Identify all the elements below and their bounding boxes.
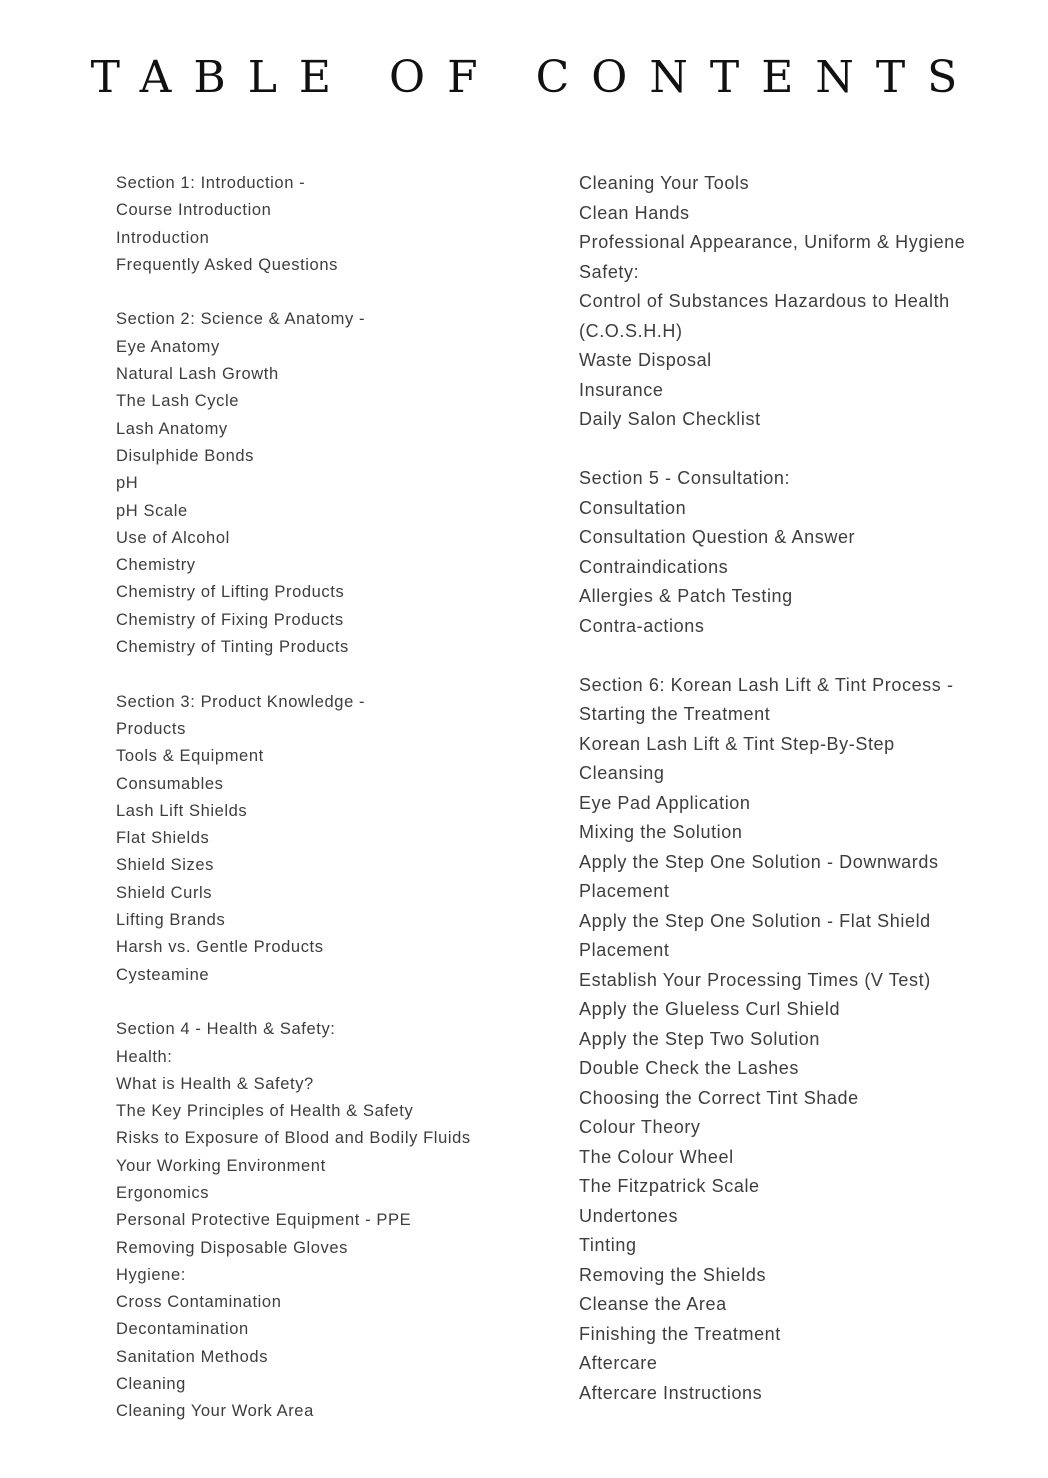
toc-entry: Contra-actions: [579, 615, 705, 636]
toc-entry: Finishing the Treatment: [579, 1323, 781, 1344]
toc-entry: Introduction: [116, 228, 210, 247]
toc-entry: Cleansing: [579, 763, 665, 783]
toc-entry: Disulphide Bonds: [116, 446, 255, 465]
toc-entry: Your Working Environment: [116, 1156, 326, 1175]
toc-entry: Cleaning: [116, 1375, 186, 1394]
toc-entry: Cleanse the Area: [579, 1294, 727, 1314]
toc-entry: Mixing the Solution: [579, 822, 743, 842]
toc-entry: Korean Lash Lift & Tint Step-By-Step: [579, 733, 895, 754]
toc-entry: Placement: [579, 940, 670, 960]
toc-entry: Cleaning Your Tools: [579, 173, 750, 193]
toc-entry: Shield Curls: [116, 883, 213, 902]
toc-entry: Products: [116, 719, 186, 738]
toc-entry: Starting the Treatment: [579, 704, 771, 724]
toc-entry: Aftercare Instructions: [579, 1382, 763, 1403]
toc-entry: Chemistry of Lifting Products: [116, 583, 345, 602]
toc-entry: Chemistry: [116, 556, 196, 575]
toc-entry: Removing Disposable Gloves: [116, 1238, 349, 1257]
toc-entry: Allergies & Patch Testing: [579, 586, 793, 606]
toc-entry: Ergonomics: [116, 1183, 210, 1202]
toc-entry: Apply the Step One Solution - Downwards: [579, 851, 939, 872]
toc-section-heading: Section 4 - Health & Safety:: [116, 1020, 336, 1039]
toc-entry: The Fitzpatrick Scale: [579, 1176, 760, 1196]
toc-entry: Course Introduction: [116, 201, 272, 220]
toc-entry: Health:: [116, 1047, 173, 1066]
toc-right-column: [579, 169, 1019, 1408]
toc-section-heading: Section 5 - Consultation:: [579, 468, 791, 488]
toc-entry: Eye Pad Application: [579, 792, 751, 813]
toc-entry: Risks to Exposure of Blood and Bodily Fluids: [116, 1129, 471, 1148]
toc-entry: Cleaning Your Work Area: [116, 1402, 314, 1421]
toc-entry: Insurance: [579, 379, 664, 400]
toc-entry: Eye Anatomy: [116, 337, 220, 356]
toc-left-column: [116, 170, 536, 1426]
toc-entry: Daily Salon Checklist: [579, 409, 761, 429]
toc-entry: Safety:: [579, 261, 640, 282]
toc-entry: Chemistry of Fixing Products: [116, 610, 344, 629]
toc-entry: Professional Appearance, Uniform & Hygiene: [579, 232, 966, 252]
toc-entry: Shield Sizes: [116, 856, 214, 875]
toc-entry: Contraindications: [579, 556, 729, 577]
toc-entry: Natural Lash Growth: [116, 365, 279, 384]
toc-entry: pH Scale: [116, 501, 188, 520]
toc-entry: Lash Anatomy: [116, 419, 228, 438]
toc-entry: What is Health & Safety?: [116, 1074, 314, 1093]
toc-section-heading: Section 2: Science & Anatomy -: [116, 310, 366, 329]
toc-entry: Frequently Asked Questions: [116, 255, 338, 274]
toc-entry: Sanitation Methods: [116, 1347, 269, 1366]
toc-section-heading: Section 6: Korean Lash Lift & Tint Process -: [579, 674, 954, 695]
toc-entry: Clean Hands: [579, 202, 690, 223]
toc-section-heading: Section 1: Introduction -: [116, 174, 306, 192]
toc-entry: The Lash Cycle: [116, 392, 240, 411]
toc-entry: Personal Protective Equipment - PPE: [116, 1211, 412, 1230]
section-spacer: [579, 435, 1019, 465]
section-spacer: [116, 989, 536, 1016]
toc-entry: Flat Shields: [116, 829, 210, 848]
toc-entry: Apply the Glueless Curl Shield: [579, 999, 841, 1019]
page-title: TABLE OF CONTENTS: [90, 52, 980, 103]
section-spacer: [579, 641, 1019, 671]
toc-entry: The Colour Wheel: [579, 1146, 734, 1167]
toc-entry: Chemistry of Tinting Products: [116, 638, 349, 657]
toc-entry: Tinting: [579, 1235, 637, 1255]
toc-entry: Apply the Step One Solution - Flat Shield: [579, 910, 931, 931]
toc-entry: Aftercare: [579, 1353, 658, 1373]
toc-entry: Tools & Equipment: [116, 747, 264, 766]
toc-entry: Harsh vs. Gentle Products: [116, 938, 324, 957]
toc-entry: pH: [116, 474, 139, 493]
toc-entry: Lifting Brands: [116, 911, 226, 930]
toc-entry: Placement: [579, 881, 670, 901]
toc-entry: Colour Theory: [579, 1117, 701, 1137]
toc-entry: Cross Contamination: [116, 1293, 282, 1312]
toc-entry: Consumables: [116, 774, 224, 793]
toc-entry: Undertones: [579, 1205, 679, 1226]
section-spacer: [116, 661, 536, 688]
toc-entry: Establish Your Processing Times (V Test): [579, 969, 931, 990]
toc-section-heading: Section 3: Product Knowledge -: [116, 692, 366, 711]
toc-entry: Control of Substances Hazardous to Health: [579, 291, 950, 311]
toc-entry: Hygiene:: [116, 1265, 186, 1284]
toc-entry: Double Check the Lashes: [579, 1058, 799, 1078]
toc-entry: Cysteamine: [116, 965, 210, 984]
toc-entry: Consultation: [579, 497, 687, 518]
toc-entry: Choosing the Correct Tint Shade: [579, 1087, 859, 1108]
toc-entry: (C.O.S.H.H): [579, 320, 683, 341]
section-spacer: [116, 279, 536, 306]
toc-entry: Lash Lift Shields: [116, 801, 248, 820]
toc-entry: Consultation Question & Answer: [579, 527, 856, 547]
toc-entry: Removing the Shields: [579, 1264, 767, 1285]
toc-entry: Use of Alcohol: [116, 528, 230, 547]
toc-entry: Waste Disposal: [579, 350, 712, 370]
toc-entry: Decontamination: [116, 1320, 249, 1339]
toc-entry: The Key Principles of Health & Safety: [116, 1102, 414, 1121]
toc-entry: Apply the Step Two Solution: [579, 1028, 821, 1049]
